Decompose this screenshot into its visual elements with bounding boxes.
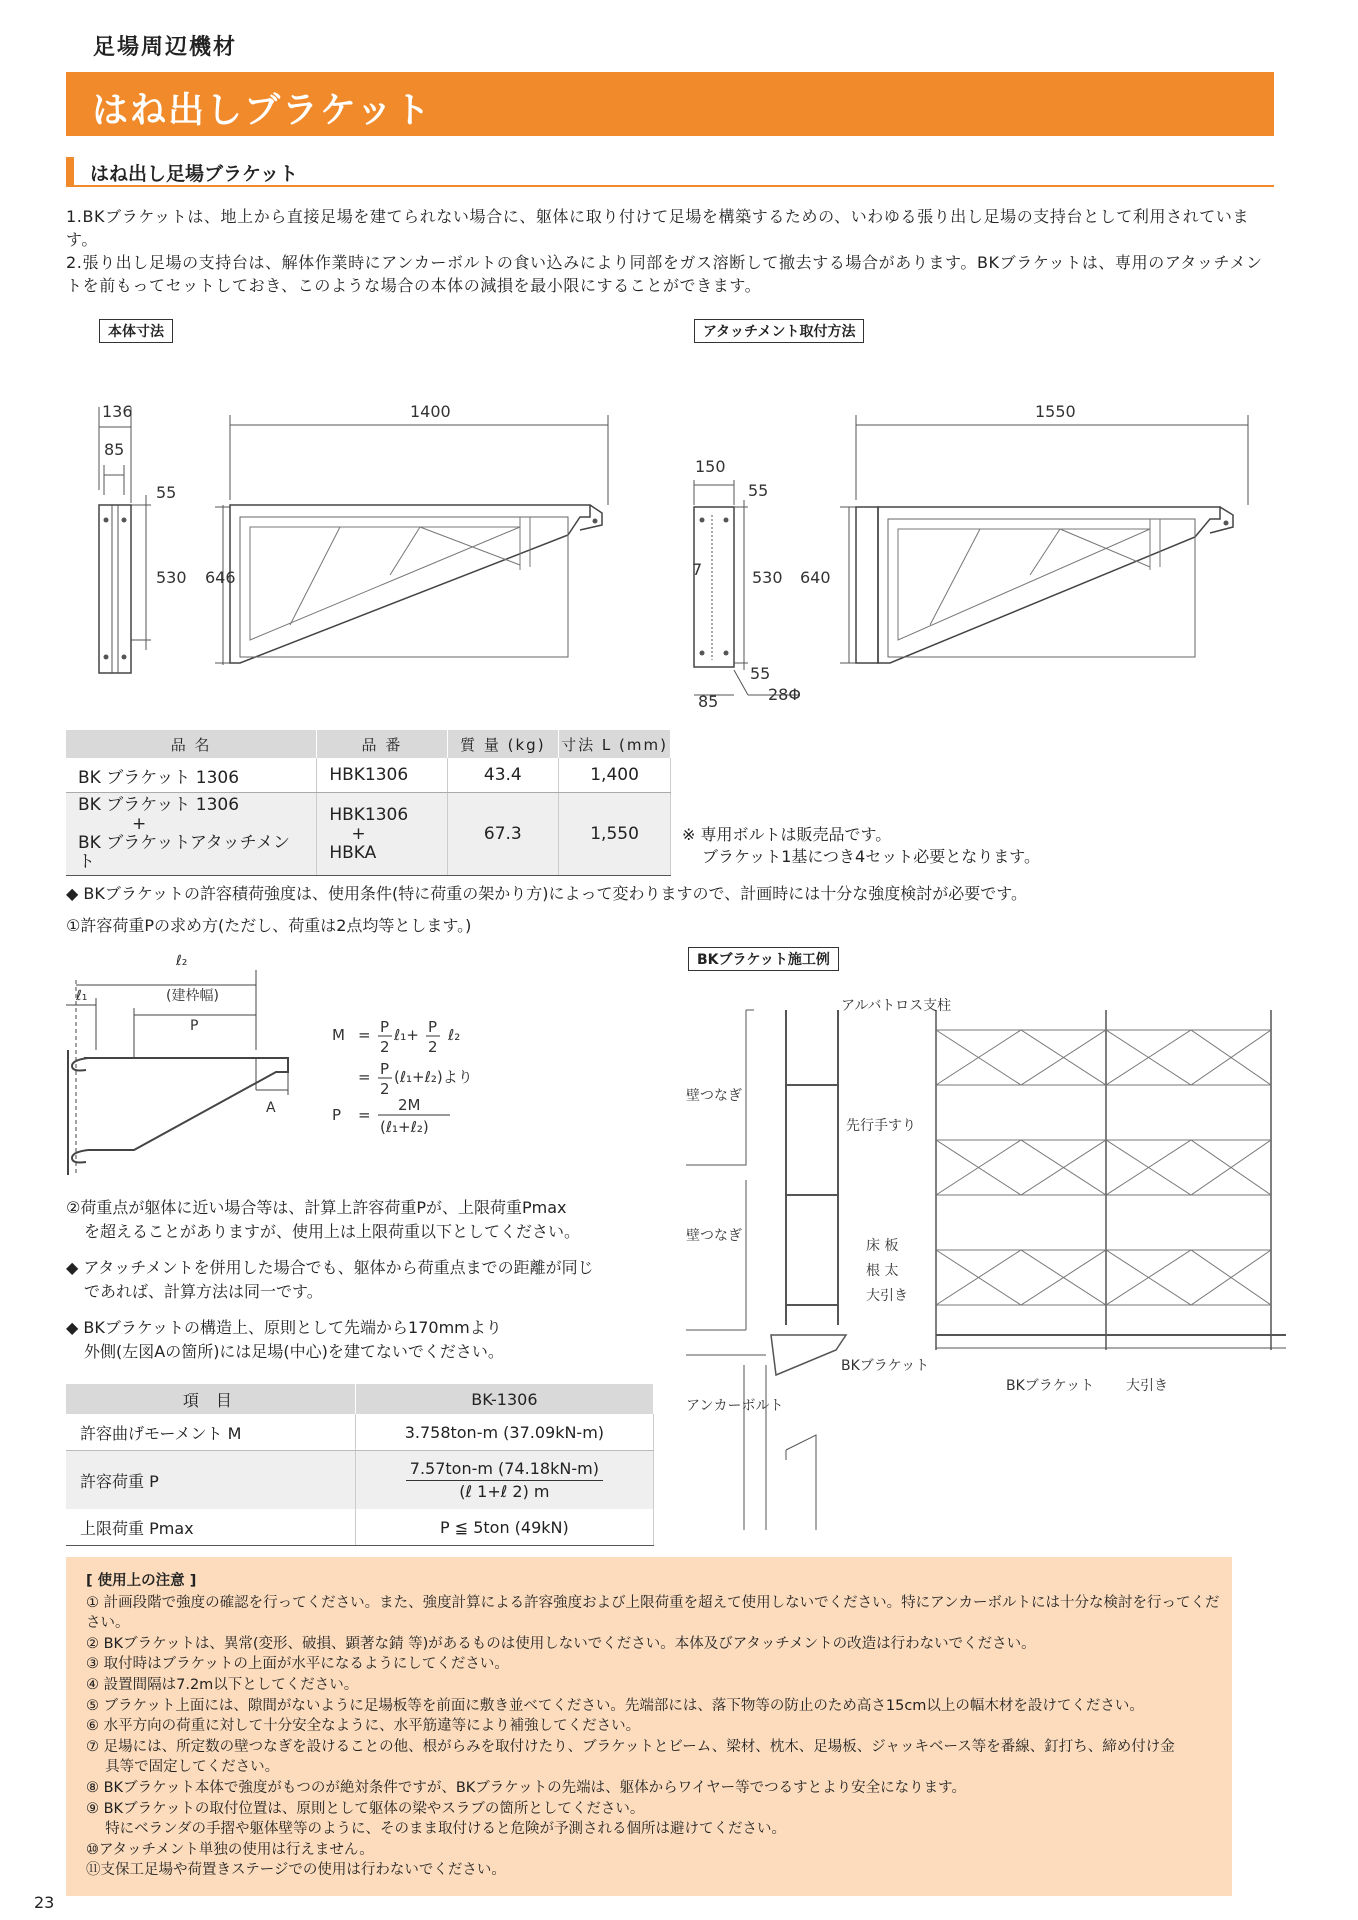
bullet-struct-line-1: ◆ BKブラケットの構造上、原則として先端から170mmより xyxy=(66,1318,502,1337)
formula-num: 2M xyxy=(398,1096,421,1114)
body-dimension-drawing xyxy=(90,395,640,715)
row2-code1: HBK1306 xyxy=(329,804,409,825)
caution-title: [ 使用上の注意 ] xyxy=(86,1573,197,1589)
formula-paren: (ℓ₁+ℓ₂)より xyxy=(394,1068,473,1086)
example-label: BKブラケット施工例 xyxy=(688,947,839,971)
formula-p1: P xyxy=(380,1018,390,1036)
table-row xyxy=(66,1414,654,1451)
section-title: はね出し足場ブラケット xyxy=(90,163,299,185)
label-handrail: 先行手すり xyxy=(846,1118,916,1134)
dim-530-right: 530 xyxy=(752,568,783,587)
formula-eq1: = xyxy=(358,1026,371,1044)
label-joist: 根 太 xyxy=(866,1263,899,1279)
category-label: 足場周辺機材 xyxy=(93,35,238,60)
table-row xyxy=(66,1509,654,1546)
table-row xyxy=(66,793,671,876)
formula-eq2: = xyxy=(358,1068,371,1086)
allowable-load-label: 許容荷重 P xyxy=(66,1451,355,1510)
intro-paragraph-1: 1.BKブラケットは、地上から直接足場を建てられない場合に、躯体に取り付けて足場を構築するための、いわゆる張り出し足場の支持台として利用されています。 xyxy=(66,207,1250,249)
dim-150: 150 xyxy=(695,457,726,476)
formula-two3: 2 xyxy=(380,1080,390,1098)
row2-mass: 67.3 xyxy=(447,793,559,876)
dim-640: 640 xyxy=(800,568,831,587)
allowable-load-den: (ℓ 1+ℓ 2) m xyxy=(459,1481,550,1501)
load-diagram xyxy=(66,950,366,1180)
bullet-main: ◆ BKブラケットの許容積荷強度は、使用条件(特に荷重の架かり方)によって変わりますので、計画時には十分な強度検討が必要です。 xyxy=(66,884,1027,903)
caution-item: ⑥ 水平方向の荷重に対して十分安全なように、水平筋違等により補強してください。 xyxy=(86,1718,641,1735)
caution-box xyxy=(66,1557,1232,1896)
formula-eq3: = xyxy=(358,1106,371,1124)
allowable-load-num: 7.57ton-m (74.18kN-m) xyxy=(406,1458,603,1481)
formula-l1: ℓ₁+ xyxy=(394,1026,419,1044)
caution-item: ④ 設置間隔は7.2m以下としてください。 xyxy=(86,1676,359,1693)
dim-85: 85 xyxy=(104,440,125,459)
row1-dim: 1,400 xyxy=(559,758,671,793)
construction-example-drawing xyxy=(686,990,1286,1530)
dim-646: 646 xyxy=(205,568,236,587)
table-row xyxy=(66,1451,654,1510)
caution-item: ⑧ BKブラケット本体で強度がもつのが絶対条件ですが、BKブラケットの先端は、躯体からワイヤー等でつるすとより安全になります。 xyxy=(86,1779,966,1796)
formula-p3: P xyxy=(380,1060,390,1078)
label-beam: 大引き xyxy=(866,1288,908,1304)
col-dim: 寸法 L (mm) xyxy=(559,730,671,758)
formula-den: (ℓ₁+ℓ₂) xyxy=(380,1118,429,1136)
bolt-note-2: ブラケット1基につき4セット必要となります。 xyxy=(702,847,1040,866)
row2-plus: + xyxy=(132,814,147,834)
dim-55-top: 55 xyxy=(748,481,769,500)
section-header xyxy=(66,157,1274,187)
moment-value: 3.758ton-m (37.09kN-m) xyxy=(355,1414,653,1451)
dim-1400: 1400 xyxy=(410,402,451,421)
dim-1550: 1550 xyxy=(1035,402,1076,421)
page-number: 23 xyxy=(34,1893,55,1912)
col-code: 品 番 xyxy=(317,730,447,758)
label-beam-2: 大引き xyxy=(1126,1378,1168,1394)
label-l1: ℓ₁ xyxy=(76,988,88,1004)
label-anchor-bolt: アンカーボルト xyxy=(686,1398,784,1414)
caution-item: ② BKブラケットは、異常(変形、破損、顕著な錆 等)があるものは使用しないでください。本体及びアタッチメントの改造は行わないでください。 xyxy=(86,1635,1036,1652)
formula xyxy=(330,1010,530,1140)
section-mark xyxy=(66,157,74,185)
max-load-label: 上限荷重 Pmax xyxy=(66,1509,355,1546)
caution-item: ⑨ BKブラケットの取付位置は、原則として躯体の梁やスラブの箇所としてください。 xyxy=(86,1800,645,1817)
load-table xyxy=(66,1384,654,1546)
caution-item: ⑩アタッチメント単独の使用は行えません。 xyxy=(86,1841,374,1858)
col-model: BK-1306 xyxy=(355,1384,653,1414)
spec-table xyxy=(66,730,671,876)
bullet-attach-line-1: ◆ アタッチメントを併用した場合でも、躯体から荷重点までの距離が同じ xyxy=(66,1258,594,1277)
label-l2: ℓ₂ xyxy=(176,953,188,969)
body-dims-label: 本体寸法 xyxy=(99,319,173,343)
formula-p-label: P xyxy=(332,1106,342,1124)
attachment-dimension-drawing xyxy=(680,395,1280,725)
dim-85-right: 85 xyxy=(698,692,719,711)
page-title: はね出しブラケット xyxy=(92,90,433,131)
caution-item: ⑤ ブラケット上面には、隙間がないように足場板等を前面に敷き並べてください。先端部には、落下物等の防止のため高さ15cm以上の幅木材を設けてください。 xyxy=(86,1697,1144,1714)
dim-7: 7 xyxy=(692,560,703,579)
row1-name: BK ブラケット 1306 xyxy=(66,758,317,793)
label-wall-tie-2: 壁つなぎ xyxy=(686,1228,742,1244)
dim-55: 55 xyxy=(156,483,177,502)
table-row xyxy=(66,758,671,793)
caution-item: ⑪支保工足場や荷置きステージでの使用は行わないでください。 xyxy=(86,1862,506,1879)
label-wall-tie-1: 壁つなぎ xyxy=(686,1088,742,1104)
title-bar xyxy=(66,72,1274,136)
intro-text xyxy=(66,205,1276,297)
intro-paragraph-2: 2.張り出し足場の支持台は、解体作業時にアンカーボルトの食い込みにより同部をガス溶断して撤去する場合があります。BKブラケットは、専用のアタッチメントを前もってセットしておき、このような場合の本体の減損を最小限にすることができます。 xyxy=(66,253,1263,295)
col-mass: 質 量 (kg) xyxy=(447,730,559,758)
label-bk-bracket-1: BKブラケット xyxy=(841,1358,930,1374)
col-name: 品 名 xyxy=(66,730,317,758)
formula-two2: 2 xyxy=(428,1038,438,1056)
bullet-attach xyxy=(66,1256,594,1304)
label-albatross: アルバトロス支柱 xyxy=(841,998,952,1014)
bolt-note-1: ※ 専用ボルトは販売品です。 xyxy=(682,825,892,844)
item-2-line-1: ②荷重点が躯体に近い場合等は、計算上許容荷重Pが、上限荷重Pmax xyxy=(66,1198,567,1217)
caution-item: 特にベランダの手摺や躯体壁等のように、そのまま取付けると危険が予測される個所は避けてください。 xyxy=(86,1821,787,1838)
label-a: A xyxy=(266,1100,276,1116)
dim-55-bottom: 55 xyxy=(750,664,771,683)
caution-item: 具等で固定してください。 xyxy=(86,1759,280,1776)
max-load-value: P ≦ 5ton (49kN) xyxy=(355,1509,653,1546)
formula-m: M xyxy=(332,1026,345,1044)
label-floor: 床 板 xyxy=(866,1238,899,1254)
attach-method-label: アタッチメント取付方法 xyxy=(694,319,864,343)
dim-530: 530 xyxy=(156,568,187,587)
caution-item: ⑦ 足場には、所定数の壁つなぎを設けることの他、根がらみを取付けたり、ブラケットとビーム、梁材、枕木、足場板、ジャッキベース等を番線、釘打ち、締め付け金 xyxy=(86,1738,1175,1755)
bullet-attach-line-2: であれば、計算方法は同一です。 xyxy=(84,1282,323,1301)
col-item: 項 目 xyxy=(66,1384,355,1414)
caution-item: ③ 取付時はブラケットの上面が水平になるようにしてください。 xyxy=(86,1656,509,1673)
dim-136: 136 xyxy=(102,402,133,421)
bullet-struct-line-2: 外側(左図Aの箇所)には足場(中心)を建てないでください。 xyxy=(84,1342,504,1361)
row2-code2: HBKA xyxy=(329,842,377,863)
bolt-note xyxy=(682,824,1040,868)
row2-plus-code: + xyxy=(351,823,366,844)
formula-l2: ℓ₂ xyxy=(448,1026,461,1044)
row2-dim: 1,550 xyxy=(559,793,671,876)
caution-item: ① 計画段階で強度の確認を行ってください。また、強度計算による許容強度および上限荷重を超えて使用しないでください。特にアンカーボルトには十分な検討を行ってください。 xyxy=(86,1594,1220,1632)
item-1: ①許容荷重Pの求め方(ただし、荷重は2点均等とします。) xyxy=(66,916,472,935)
formula-p2: P xyxy=(428,1018,438,1036)
bullet-struct xyxy=(66,1316,504,1364)
row1-code: HBK1306 xyxy=(317,758,447,793)
item-2-line-2: を超えることがありますが、使用上は上限荷重以下としてください。 xyxy=(84,1222,581,1241)
row2-name1: BK ブラケット 1306 xyxy=(78,795,240,815)
row2-name2: BK ブラケットアタッチメント xyxy=(78,833,290,872)
label-frame-width: (建枠幅) xyxy=(166,988,219,1004)
formula-two1: 2 xyxy=(380,1038,390,1056)
dim-28phi: 28Φ xyxy=(768,685,801,704)
row1-mass: 43.4 xyxy=(447,758,559,793)
label-p: P xyxy=(190,1018,199,1034)
label-bk-bracket-2: BKブラケット xyxy=(1006,1378,1095,1394)
item-2 xyxy=(66,1196,580,1244)
moment-label: 許容曲げモーメント M xyxy=(66,1414,355,1451)
